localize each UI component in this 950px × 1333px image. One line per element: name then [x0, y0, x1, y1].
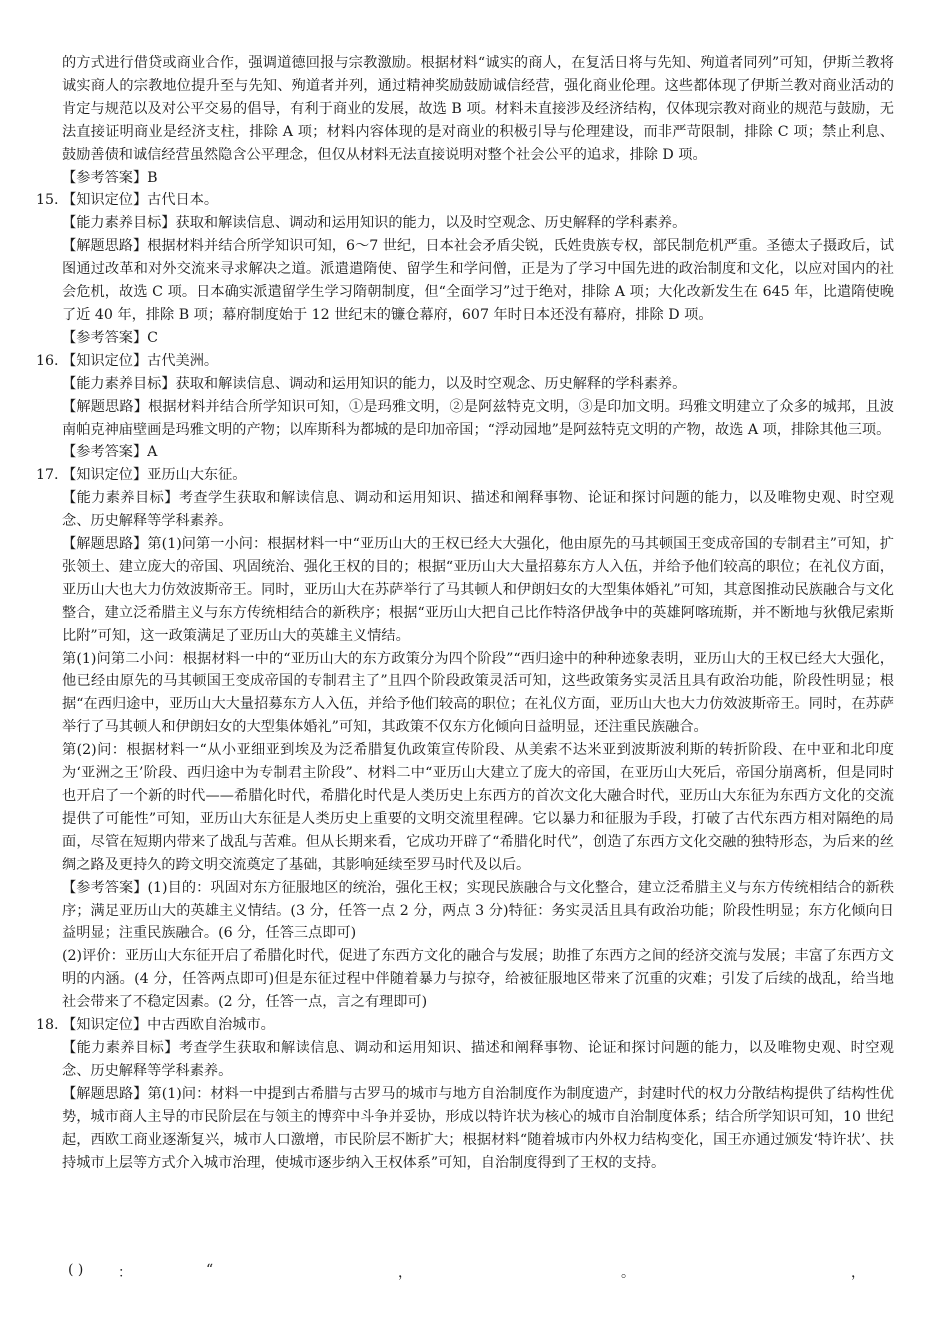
question-16-answer: 【参考答案】A: [62, 444, 158, 461]
intro-answer: 【参考答案】B: [62, 169, 158, 186]
question-18-knowledge-text: 【知识定位】中古西欧自治城市。: [62, 1017, 275, 1034]
question-16-ability: 【能力素养目标】获取和解读信息、调动和运用知识的能力，以及时空观念、历史解释的学科素养。: [62, 375, 687, 392]
question-16-knowledge: 16. 【知识定位】古代美洲。: [36, 352, 219, 369]
question-17-thinking-2: 第(1)问第二小问：根据材料一中的“亚历山大的东方政策分为四个阶段”“西归途中的种种迹象表明，亚历山大的王权已经大大强化，他已经由原先的马其顿国王变成帝国的专制君主了”且四个阶段政策灵活可知，这些政策务实灵活且具有政治功能，阶段性明显；根据“在西归途中，亚历山大大量招募东方人入伍，并给予他们较高的职位；在礼仪方面，亚历山大也大力仿效波斯帝王。同时，在苏萨举行了马其顿人和伊朗妇女的大型集体婚礼”可知，其政策不仅东方化倾向日益明显，还注重民族融合。: [62, 650, 894, 736]
question-15-ability: 【能力素养目标】获取和解读信息、调动和运用知识的能力，以及时空观念、历史解释的学科素养。: [62, 215, 687, 232]
question-18-knowledge: 18. 【知识定位】中古西欧自治城市。: [36, 1017, 275, 1034]
question-15-answer: 【参考答案】C: [62, 329, 158, 346]
question-17-knowledge: 17. 【知识定位】亚历山大东征。: [36, 467, 247, 484]
cut-off-line: [68, 1262, 898, 1284]
footer-comma-2: ，: [851, 1265, 865, 1281]
question-17-answer-2: (2)评价：亚历山大东征开启了希腊化时代，促进了东西方文化的融合与发展；助推了东西方之间的经济交流与发展；丰富了东西方文明的内涵。(4 分，任答两点即可)但是东征过程中伴随着暴力与掠夺，给被征服地区带来了沉重的灾难；引发了后续的战乱，给当地社会带来了不稳定因素。(2 分，任答一点，言之有理即可): [62, 948, 894, 1011]
footer-paren: ( ): [68, 1262, 84, 1278]
question-16-knowledge-text: 【知识定位】古代美洲。: [62, 352, 219, 369]
question-18-ability: 【能力素养目标】考查学生获取和解读信息、调动和运用知识、描述和阐释事物、论证和探讨问题的能力，以及唯物史观、时空观念、历史解释等学科素养。: [62, 1039, 894, 1079]
question-17-thinking-1: 【解题思路】第(1)问第一小问：根据材料一中“亚历山大的王权已经大大强化，他由原先的马其顿国王变成帝国的专制君主”可知，扩张领土、建立庞大的帝国、巩固统治、强化王权的目的；根据“亚历山大大量招募东方人入伍，并给予他们较高的职位；在礼仪方面，亚历山大也大力仿效波斯帝王。同时，亚历山大在苏萨举行了马其顿人和伊朗妇女的大型集体婚礼”可知，其意图推动民族融合与文化整合，建立泛希腊主义与东方传统相结合的新秩序；根据“亚历山大把自己比作特洛伊战争中的英雄阿喀琉斯，并不断地与狄俄尼索斯比附”可知，这一政策满足了亚历山大的英雄主义情结。: [62, 536, 894, 644]
question-15-knowledge: 15. 【知识定位】古代日本。: [36, 192, 219, 209]
footer-quote: “: [206, 1262, 214, 1278]
answer-sheet: [36, 52, 894, 1174]
intro-text: 的方式进行借贷或商业合作，强调道德回报与宗教激励。根据材料“诚实的商人，在复活日将与先知、殉道者同列”可知，伊斯兰教将诚实商人的宗教地位提升至与先知、殉道者并列，通过精神奖励鼓励诚信经营，强化商业伦理。这些都体现了伊斯兰教对商业活动的肯定与规范以及对公平交易的倡导，有利于商业的发展，故选 B 项。材料未直接涉及经济结构，仅体现宗教对商业的规范与鼓励，无法直接证明商业是经济支柱，排除 A 项；材料内容体现的是对商业的积极引导与伦理建设，而非严苛限制，排除 C 项；禁止利息、鼓励善债和诚信经营虽然隐含公平理念，但仅从材料无法直接说明对整个社会公平的追求，排除 D 项。: [62, 55, 894, 163]
question-17-ability: 【能力素养目标】考查学生获取和解读信息、调动和运用知识、描述和阐释事物、论证和探讨问题的能力，以及唯物史观、时空观念、历史解释等学科素养。: [62, 490, 894, 530]
footer-comma-1: ，: [398, 1265, 412, 1281]
question-17-answer-1: 【参考答案】(1)目的：巩固对东方征服地区的统治，强化王权；实现民族融合与文化整合，建立泛希腊主义与东方传统相结合的新秩序；满足亚历山大的英雄主义情结。(3 分，任答一点 2 分，两点 3 分)特征：务实灵活且具有政治功能；阶段性明显；东方化倾向日益明显；注重民族融合。(6 分，任答三点即可): [62, 879, 894, 942]
question-18-thinking: 【解题思路】第(1)问：材料一中提到古希腊与古罗马的城市与地方自治制度作为制度遗产，封建时代的权力分散结构提供了结构性优势，城市商人主导的市民阶层在与领主的博弈中斗争并妥协，形成以特许状为核心的城市自治制度体系；结合所学知识可知，10 世纪起，西欧工商业逐渐复兴，城市人口激增，市民阶层不断扩大；根据材料“随着城市内外权力结构变化，国王亦通过颁发‘特许状’、扶持城市上层等方式介入城市治理，使城市逐步纳入王权体系”可知，自治制度得到了王权的支持。: [62, 1085, 894, 1171]
footer-period: 。: [621, 1265, 635, 1281]
footer-colon: ：: [118, 1265, 132, 1281]
question-15-thinking: 【解题思路】根据材料并结合所学知识可知，6～7 世纪，日本社会矛盾尖锐，氏姓贵族专权，部民制危机严重。圣德太子摄政后，试图通过改革和对外交流来寻求解决之道。派遣遣隋使、留学生和学问僧，正是为了学习中国先进的政治制度和文化，以应对国内的社会危机，故选 C 项。日本确实派遣留学生学习隋朝制度，但“全面学习”过于绝对，排除 A 项；大化改新发生在 645 年，比遣隋使晚了近 40 年，排除 B 项；幕府制度始于 12 世纪末的镰仓幕府，607 年时日本还没有幕府，排除 D 项。: [62, 238, 894, 323]
question-17-thinking-3: 第(2)问：根据材料一“从小亚细亚到埃及为泛希腊复仇政策宣传阶段、从美索不达米亚到波斯波利斯的转折阶段、在中亚和北印度为‘亚洲之王’阶段、西归途中为专制君主阶段”、材料二中“亚历山大建立了庞大的帝国，在亚历山大死后，帝国分崩离析，但是同时也开启了一个新的时代——希腊化时代，希腊化时代是人类历史上东西方的首次文化大融合时代，亚历山大东征为东西方文化的交流提供了可能性”可知，亚历山大东征是人类历史上重要的文明交流里程碑。它以暴力和征服为手段，打破了古代东西方相对隔绝的局面，尽管在短期内带来了战乱与苦难。但从长期来看，它成功开辟了“希腊化时代”，创造了东西方文化交融的独特形态，为后来的丝绸之路及更持久的跨文明交流奠定了基础，其影响延续至罗马时代及以后。: [62, 742, 894, 873]
question-15-knowledge-text: 【知识定位】古代日本。: [62, 192, 219, 209]
question-16-thinking: 【解题思路】根据材料并结合所学知识可知，①是玛雅文明，②是阿兹特克文明，③是印加文明。玛雅文明建立了众多的城邦，且波南帕克神庙壁画是玛雅文明的产物；以库斯科为都城的是印加帝国；“浮动园地”是阿兹特克文明的产物，故选 A 项，排除其他三项。: [62, 398, 894, 438]
question-17-knowledge-text: 【知识定位】亚历山大东征。: [62, 467, 247, 484]
